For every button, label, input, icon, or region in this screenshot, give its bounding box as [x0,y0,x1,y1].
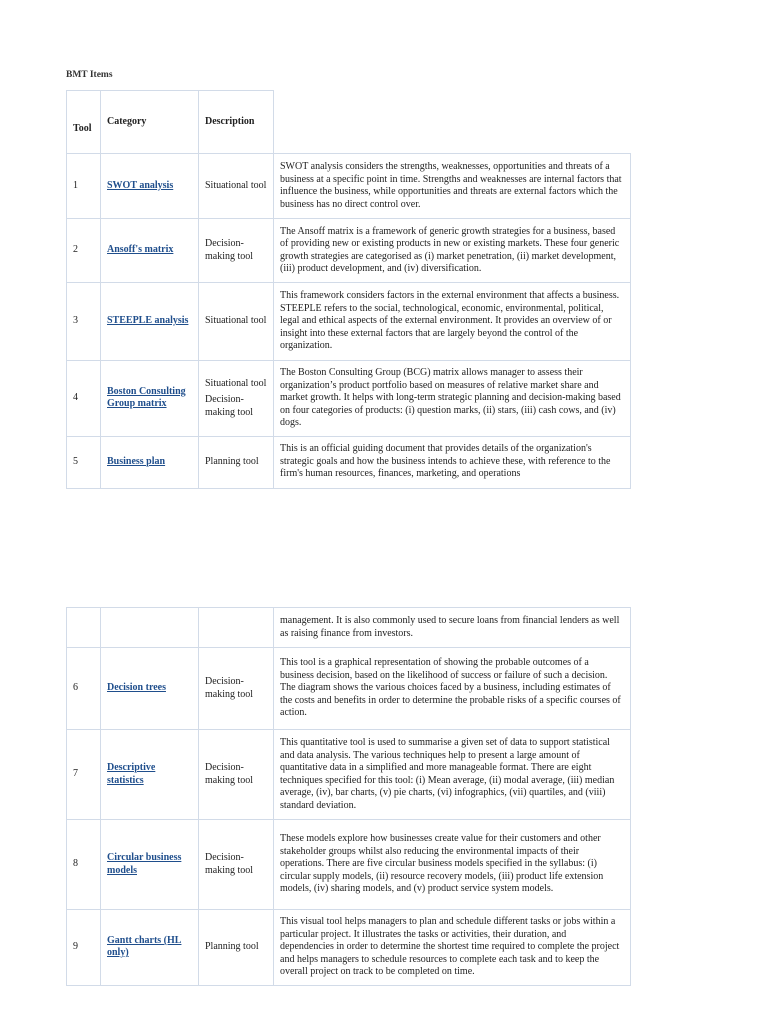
tool-cell [101,730,199,820]
category-cell [199,910,274,986]
header-category: Category [101,91,199,154]
description-cell: This is an official guiding document that provides details of the organization's strategic goals and how the business intends to achieve these, with reference to the firm's human resources, finances, marketing, and operations [274,436,631,488]
row-number: 8 [67,820,101,910]
table-row [67,648,631,730]
description-cell: This framework considers factors in the external environment that affects a business. STEEPLE refers to the social, technological, economic, environmental, political, legal and ethical aspects of the external environment. It provides an overview of or insight into these external factors that are largely beyond the control of the organization. [274,283,631,361]
category-label: Planning tool [205,941,259,952]
description-cell: This visual tool helps managers to plan and schedule different tasks or jobs within a particular project. It illustrates the tasks or activities, their duration, and dependencies in order to determine the shortest time required to complete the project and helps managers to schedule resources to complete each task and to keep the overall project on track to be completed on time. [274,910,631,986]
category-label: Decision-making tool [205,394,254,418]
category-label: Planning tool [205,455,259,467]
bmt-table-part-2 [66,607,631,986]
header-tool: Tool [67,91,101,154]
tool-cell [101,283,199,361]
category-cell [199,283,274,361]
description-cell: The Ansoff matrix is a framework of generic growth strategies for a business, based of providing new or existing products in new or existing markets. These four generic growth strategies are categorised as (i) market penetration, (ii) market development, (iii) product development, and (iv) diversification. [274,219,631,283]
row-number: 7 [67,730,101,820]
tool-cell [101,436,199,488]
row-number: 3 [67,283,101,361]
row-number: 1 [67,154,101,219]
tool-cell [101,820,199,910]
category-label: Decision-making tool [205,676,254,700]
header-empty [274,91,631,154]
row-number: 2 [67,219,101,283]
category-cell [199,361,274,437]
table-row [67,730,631,820]
category-label: Situational tool [205,377,267,389]
description-cell: This tool is a graphical representation of showing the probable outcomes of a business decision, based on the likelihood of success or failure of such a decision. The diagram shows the various choices faced by a business, including estimates of the costs and benefits in order to determine the probable risks of a specific courses of action. [274,648,631,730]
tool-cell [101,648,199,730]
table-row [67,219,631,283]
row-number: 5 [67,436,101,488]
category-label: Situational tool [205,179,267,191]
tool-cell [101,910,199,986]
category-label: Situational tool [205,315,267,327]
continued-description: management. It is also commonly used to secure loans from financial lenders as well as raising finance from investors. [274,608,631,648]
table-row-continuation [67,608,631,648]
tool-link[interactable]: Decision trees [107,682,166,694]
tool-link[interactable]: Business plan [107,455,166,467]
category-cell [199,436,274,488]
tool-link[interactable]: SWOT analysis [107,179,174,191]
bmt-table-part-1 [66,90,631,489]
tool-cell [101,361,199,437]
category-cell [199,219,274,283]
table-row [67,283,631,361]
row-number: 6 [67,648,101,730]
description-cell: SWOT analysis considers the strengths, weaknesses, opportunities and threats of a business at a specific point in time. Strengths and weaknesses are internal factors that influence the business, while opportunities and threats are external factors which the business has no direct control over. [274,154,631,219]
category-cell [199,820,274,910]
tool-cell [101,154,199,219]
tool-link[interactable]: Gantt charts (HL only) [107,934,182,959]
tool-link[interactable]: Circular business models [107,852,182,876]
category-cell [199,730,274,820]
category-cell [199,154,274,219]
category-label: Decision-making tool [205,762,254,786]
table-row [67,436,631,488]
tool-link[interactable]: Boston Consulting Group matrix [107,385,186,410]
table-row [67,361,631,437]
tool-link[interactable]: Descriptive statistics [107,762,156,786]
category-cell [199,648,274,730]
description-cell: This quantitative tool is used to summarise a given set of data to support statistical and data analysis. The various techniques help to present a large amount of quantitative data in a simplified and more manageable format. There are eight techniques specified for this tool: (i) Mean average, (ii) modal average, (iii) median average, (iv), bar charts, (v) pie charts, (vi) infographics, (vii) quartiles, and (viii) standard deviation. [274,730,631,820]
tool-link[interactable]: Ansoff's matrix [107,244,174,256]
row-number: 9 [67,910,101,986]
tool-cell [101,219,199,283]
table-row [67,154,631,219]
section-heading: BMT Items [66,70,113,80]
table-header-row [67,91,631,154]
header-description: Description [199,91,274,154]
row-number: 4 [67,361,101,437]
category-label: Decision-making tool [205,238,254,262]
description-cell: The Boston Consulting Group (BCG) matrix allows manager to assess their organization’s product portfolio based on measures of relative market share and market growth. It helps with long-term strategic planning and decision-making based on four categories of products: (i) question marks, (ii) stars, (iii) cash cows, and (iv) dogs. [274,361,631,437]
description-cell: These models explore how businesses create value for their customers and other stakeholder groups whilst also reducing the environmental impacts of their operations. There are five circular business models specified in the syllabus: (i) circular supply models, (ii) resource recovery models, (iii) product life extension models, (iv) sharing models, and (v) product service system models. [274,820,631,910]
table-row [67,910,631,986]
tool-link[interactable]: STEEPLE analysis [107,315,189,327]
table-row [67,820,631,910]
category-label: Decision-making tool [205,852,254,876]
